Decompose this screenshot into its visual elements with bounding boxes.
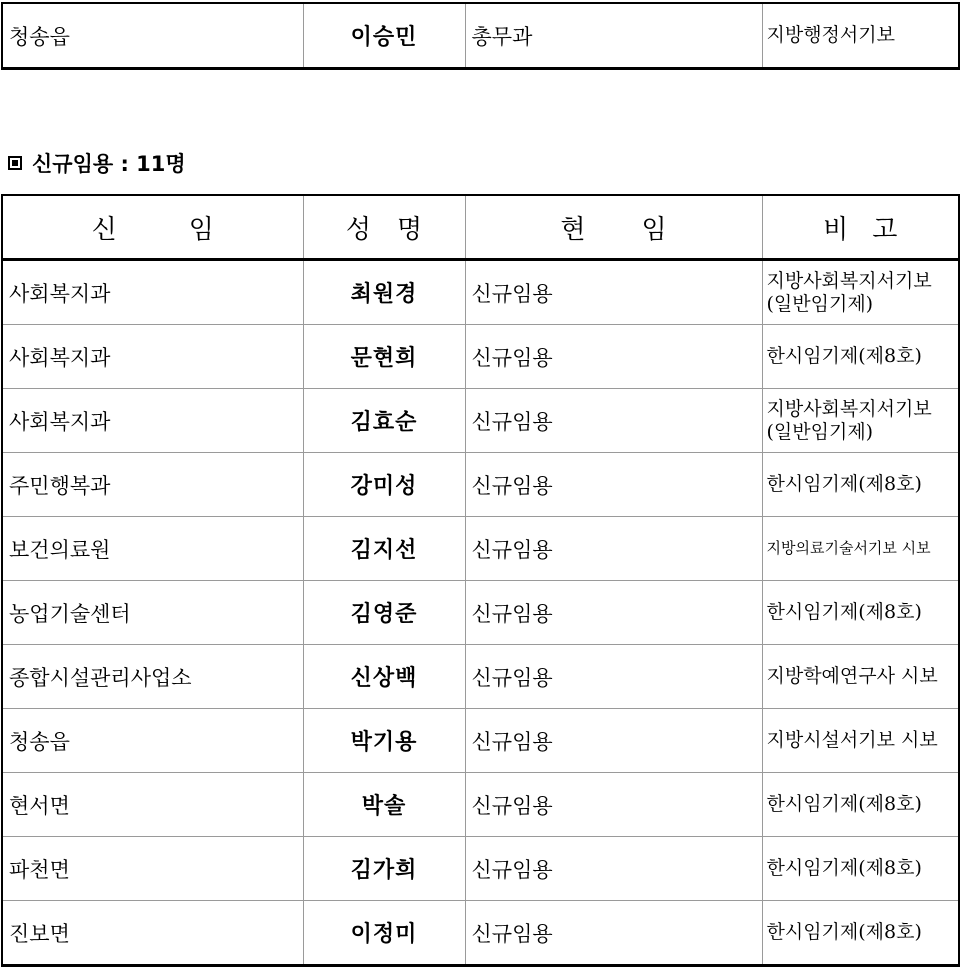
dept-cell: 사회복지과 bbox=[2, 389, 303, 453]
section-title-text: 신규임용 : 11명 bbox=[32, 152, 186, 176]
header-row bbox=[2, 195, 959, 260]
note-cell bbox=[762, 837, 959, 901]
name-cell: 김효순 bbox=[303, 389, 465, 453]
section-heading bbox=[8, 148, 186, 178]
note-line: 한시임기제(제8호) bbox=[766, 345, 922, 367]
header-remarks bbox=[762, 195, 959, 260]
current-cell: 신규임용 bbox=[465, 581, 762, 645]
name-cell: 김지선 bbox=[303, 517, 465, 581]
dept-cell: 보건의료원 bbox=[2, 517, 303, 581]
note-line: 지방사회복지서기보 bbox=[766, 397, 932, 420]
name-cell: 김가희 bbox=[303, 837, 465, 901]
note-line: 지방학예연구사 시보 bbox=[766, 665, 938, 687]
note-cell bbox=[762, 645, 959, 709]
current-cell: 신규임용 bbox=[465, 325, 762, 389]
note-cell bbox=[762, 581, 959, 645]
header-name-char2: 명 bbox=[397, 214, 423, 245]
current-cell: 신규임용 bbox=[465, 837, 762, 901]
dept-cell: 진보면 bbox=[2, 901, 303, 966]
dept-cell: 종합시설관리사업소 bbox=[2, 645, 303, 709]
note-line: 한시임기제(제8호) bbox=[766, 601, 922, 623]
dept-cell: 농업기술센터 bbox=[2, 581, 303, 645]
header-name-char1: 성 bbox=[345, 214, 371, 245]
name-cell: 신상백 bbox=[303, 645, 465, 709]
note-line: 지방시설서기보 시보 bbox=[766, 729, 938, 751]
table-row bbox=[2, 517, 959, 581]
table-row bbox=[2, 581, 959, 645]
square-bullet-icon bbox=[8, 156, 22, 170]
header-current-post-char2: 임 bbox=[641, 214, 667, 245]
header-new-post-char2: 임 bbox=[188, 214, 214, 245]
note-line: 한시임기제(제8호) bbox=[766, 921, 922, 943]
name-cell: 박솔 bbox=[303, 773, 465, 837]
dept-cell: 현서면 bbox=[2, 773, 303, 837]
table-row bbox=[2, 837, 959, 901]
header-current-post bbox=[465, 195, 762, 260]
note-line: 한시임기제(제8호) bbox=[766, 793, 922, 815]
table-row bbox=[2, 3, 959, 69]
name-cell: 강미성 bbox=[303, 453, 465, 517]
previous-table bbox=[1, 2, 960, 70]
dept-cell: 청송읍 bbox=[2, 709, 303, 773]
dept-cell: 주민행복과 bbox=[2, 453, 303, 517]
note-cell bbox=[762, 389, 959, 453]
dept-cell: 파천면 bbox=[2, 837, 303, 901]
dept-cell: 사회복지과 bbox=[2, 325, 303, 389]
note-line: 한시임기제(제8호) bbox=[766, 857, 922, 879]
header-current-post-char1: 현 bbox=[560, 214, 586, 245]
current-cell: 총무과 bbox=[465, 3, 762, 69]
header-new-post-char1: 신 bbox=[91, 214, 117, 245]
dept-cell: 사회복지과 bbox=[2, 260, 303, 325]
note-cell bbox=[762, 517, 959, 581]
note-cell: 지방행정서기보 bbox=[762, 3, 959, 69]
table-row bbox=[2, 325, 959, 389]
note-line: 지방사회복지서기보 bbox=[766, 269, 932, 292]
note-line: (일반임기제) bbox=[766, 420, 874, 443]
current-cell: 신규임용 bbox=[465, 773, 762, 837]
table-row bbox=[2, 901, 959, 966]
current-cell: 신규임용 bbox=[465, 517, 762, 581]
note-cell bbox=[762, 260, 959, 325]
note-cell bbox=[762, 709, 959, 773]
name-cell: 박기용 bbox=[303, 709, 465, 773]
note-cell bbox=[762, 325, 959, 389]
name-cell: 문현희 bbox=[303, 325, 465, 389]
appointment-table bbox=[1, 194, 960, 967]
table-row bbox=[2, 773, 959, 837]
table-row bbox=[2, 645, 959, 709]
dept-cell: 청송읍 bbox=[2, 3, 303, 69]
note-line: 지방의료기술서기보 시보 bbox=[766, 539, 931, 557]
current-cell: 신규임용 bbox=[465, 709, 762, 773]
current-cell: 신규임용 bbox=[465, 453, 762, 517]
current-cell: 신규임용 bbox=[465, 901, 762, 966]
header-name bbox=[303, 195, 465, 260]
current-cell: 신규임용 bbox=[465, 645, 762, 709]
note-line: 한시임기제(제8호) bbox=[766, 473, 922, 495]
note-line: (일반임기제) bbox=[766, 292, 874, 315]
table-row bbox=[2, 453, 959, 517]
current-cell: 신규임용 bbox=[465, 260, 762, 325]
name-cell: 이정미 bbox=[303, 901, 465, 966]
note-cell bbox=[762, 901, 959, 966]
table-row bbox=[2, 260, 959, 325]
note-cell bbox=[762, 453, 959, 517]
name-cell: 이승민 bbox=[303, 3, 465, 69]
header-new-post bbox=[2, 195, 303, 260]
header-remarks-char2: 고 bbox=[872, 214, 898, 245]
header-remarks-char1: 비 bbox=[823, 214, 849, 245]
current-cell: 신규임용 bbox=[465, 389, 762, 453]
table-row bbox=[2, 389, 959, 453]
name-cell: 최원경 bbox=[303, 260, 465, 325]
note-cell bbox=[762, 773, 959, 837]
table-row bbox=[2, 709, 959, 773]
name-cell: 김영준 bbox=[303, 581, 465, 645]
